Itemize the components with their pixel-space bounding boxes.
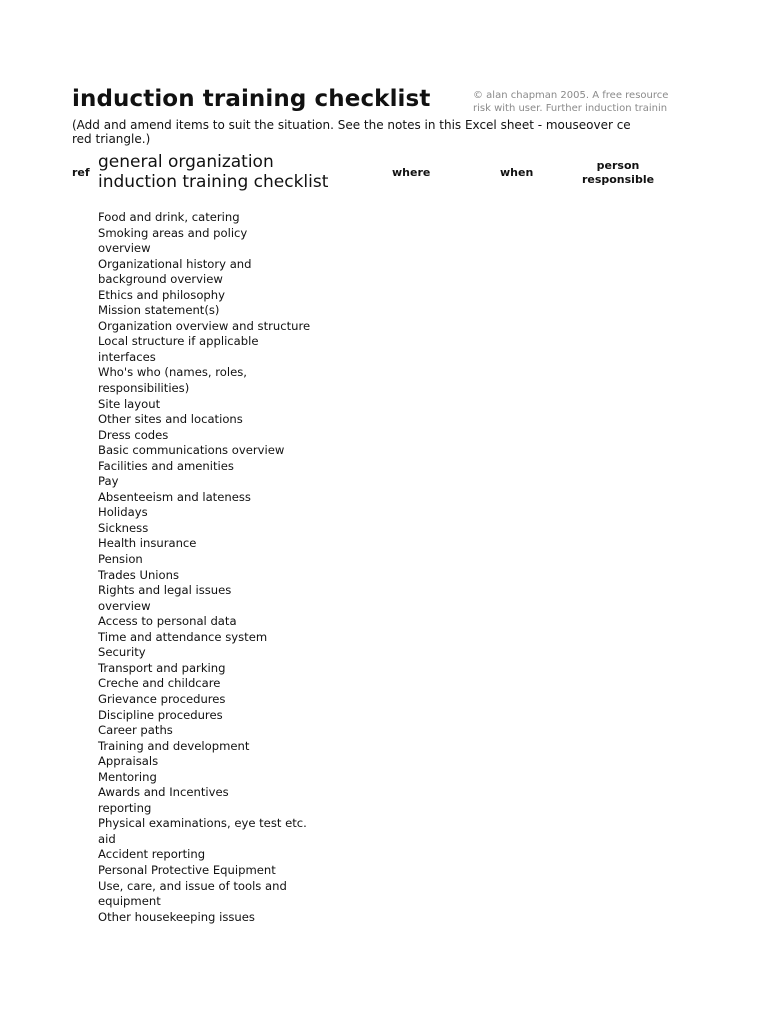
checklist-item: Dress codes [98, 427, 169, 442]
instructions-line-2: red triangle.) [72, 132, 151, 146]
checklist-item: equipment [98, 894, 161, 909]
checklist-item: Awards and Incentives [98, 785, 229, 800]
checklist-item: Physical examinations, eye test etc. [98, 816, 307, 831]
checklist-item: Security [98, 645, 146, 660]
checklist-item: interfaces [98, 349, 156, 364]
checklist-item: Accident reporting [98, 847, 206, 862]
instructions-line-1: (Add and amend items to suit the situation. See the notes in this Excel sheet - mouseover ce [72, 118, 631, 132]
checklist-item: Who's who (names, roles, [98, 365, 247, 380]
page-title: induction training checklist [72, 86, 431, 112]
checklist-item: Training and development [98, 738, 250, 753]
checklist-item: overview [98, 241, 151, 256]
column-header-ref: ref [72, 166, 90, 179]
checklist-item: aid [98, 831, 116, 846]
checklist-item: Food and drink, catering [98, 210, 240, 224]
checklist-item: Access to personal data [98, 614, 237, 629]
checklist-item: Sickness [98, 520, 149, 535]
checklist-item: Use, care, and issue of tools and [98, 878, 287, 893]
checklist-item: Discipline procedures [98, 707, 223, 722]
copyright-line-2: risk with user. Further induction trainin [473, 103, 668, 114]
checklist-items [98, 210, 310, 925]
column-header-person-responsible [566, 159, 670, 187]
checklist-item: Absenteeism and lateness [98, 489, 251, 504]
checklist-item: Trades Unions [98, 567, 180, 582]
checklist-item: Organizational history and [98, 256, 252, 271]
checklist-item: Mentoring [98, 769, 157, 784]
checklist-item: Smoking areas and policy [98, 225, 248, 240]
checklist-item: Other sites and locations [98, 412, 243, 427]
checklist-item: Appraisals [98, 754, 159, 769]
checklist-item: Creche and childcare [98, 676, 221, 691]
column-header-person-line-2: responsible [581, 173, 655, 186]
copyright-notice [473, 89, 673, 115]
checklist-item: reporting [98, 800, 152, 815]
checklist-item: Mission statement(s) [98, 303, 220, 318]
checklist-item: Site layout [98, 396, 161, 411]
instructions-text [72, 118, 673, 146]
checklist-item: Other housekeeping issues [98, 909, 255, 924]
checklist-item: overview [98, 598, 151, 613]
checklist-item: Grievance procedures [98, 691, 226, 706]
checklist-item: background overview [98, 272, 223, 287]
column-header-when: when [500, 166, 534, 179]
column-header-person-line-1: person [596, 159, 640, 172]
checklist-item: Basic communications overview [98, 443, 285, 458]
checklist-item: Holidays [98, 505, 148, 520]
checklist-item: responsibilities) [98, 381, 190, 396]
column-header-where: where [392, 166, 431, 179]
column-header-general-line-2: induction training checklist [98, 172, 329, 192]
column-header-general [98, 152, 328, 192]
column-header-general-line-1: general organization [98, 152, 274, 172]
checklist-item: Local structure if applicable [98, 334, 259, 349]
checklist-item: Personal Protective Equipment [98, 862, 276, 877]
checklist-item: Rights and legal issues [98, 583, 232, 598]
checklist-item: Pension [98, 552, 143, 567]
checklist-item: Pay [98, 474, 119, 489]
checklist-item: Facilities and amenities [98, 458, 234, 473]
checklist-item: Ethics and philosophy [98, 287, 225, 302]
checklist-item: Transport and parking [98, 660, 226, 675]
checklist-item: Time and attendance system [98, 629, 268, 644]
checklist-item: Health insurance [98, 536, 197, 551]
copyright-line-1: © alan chapman 2005. A free resource [473, 90, 669, 101]
checklist-item: Organization overview and structure [98, 318, 311, 333]
checklist-item: Career paths [98, 723, 173, 738]
